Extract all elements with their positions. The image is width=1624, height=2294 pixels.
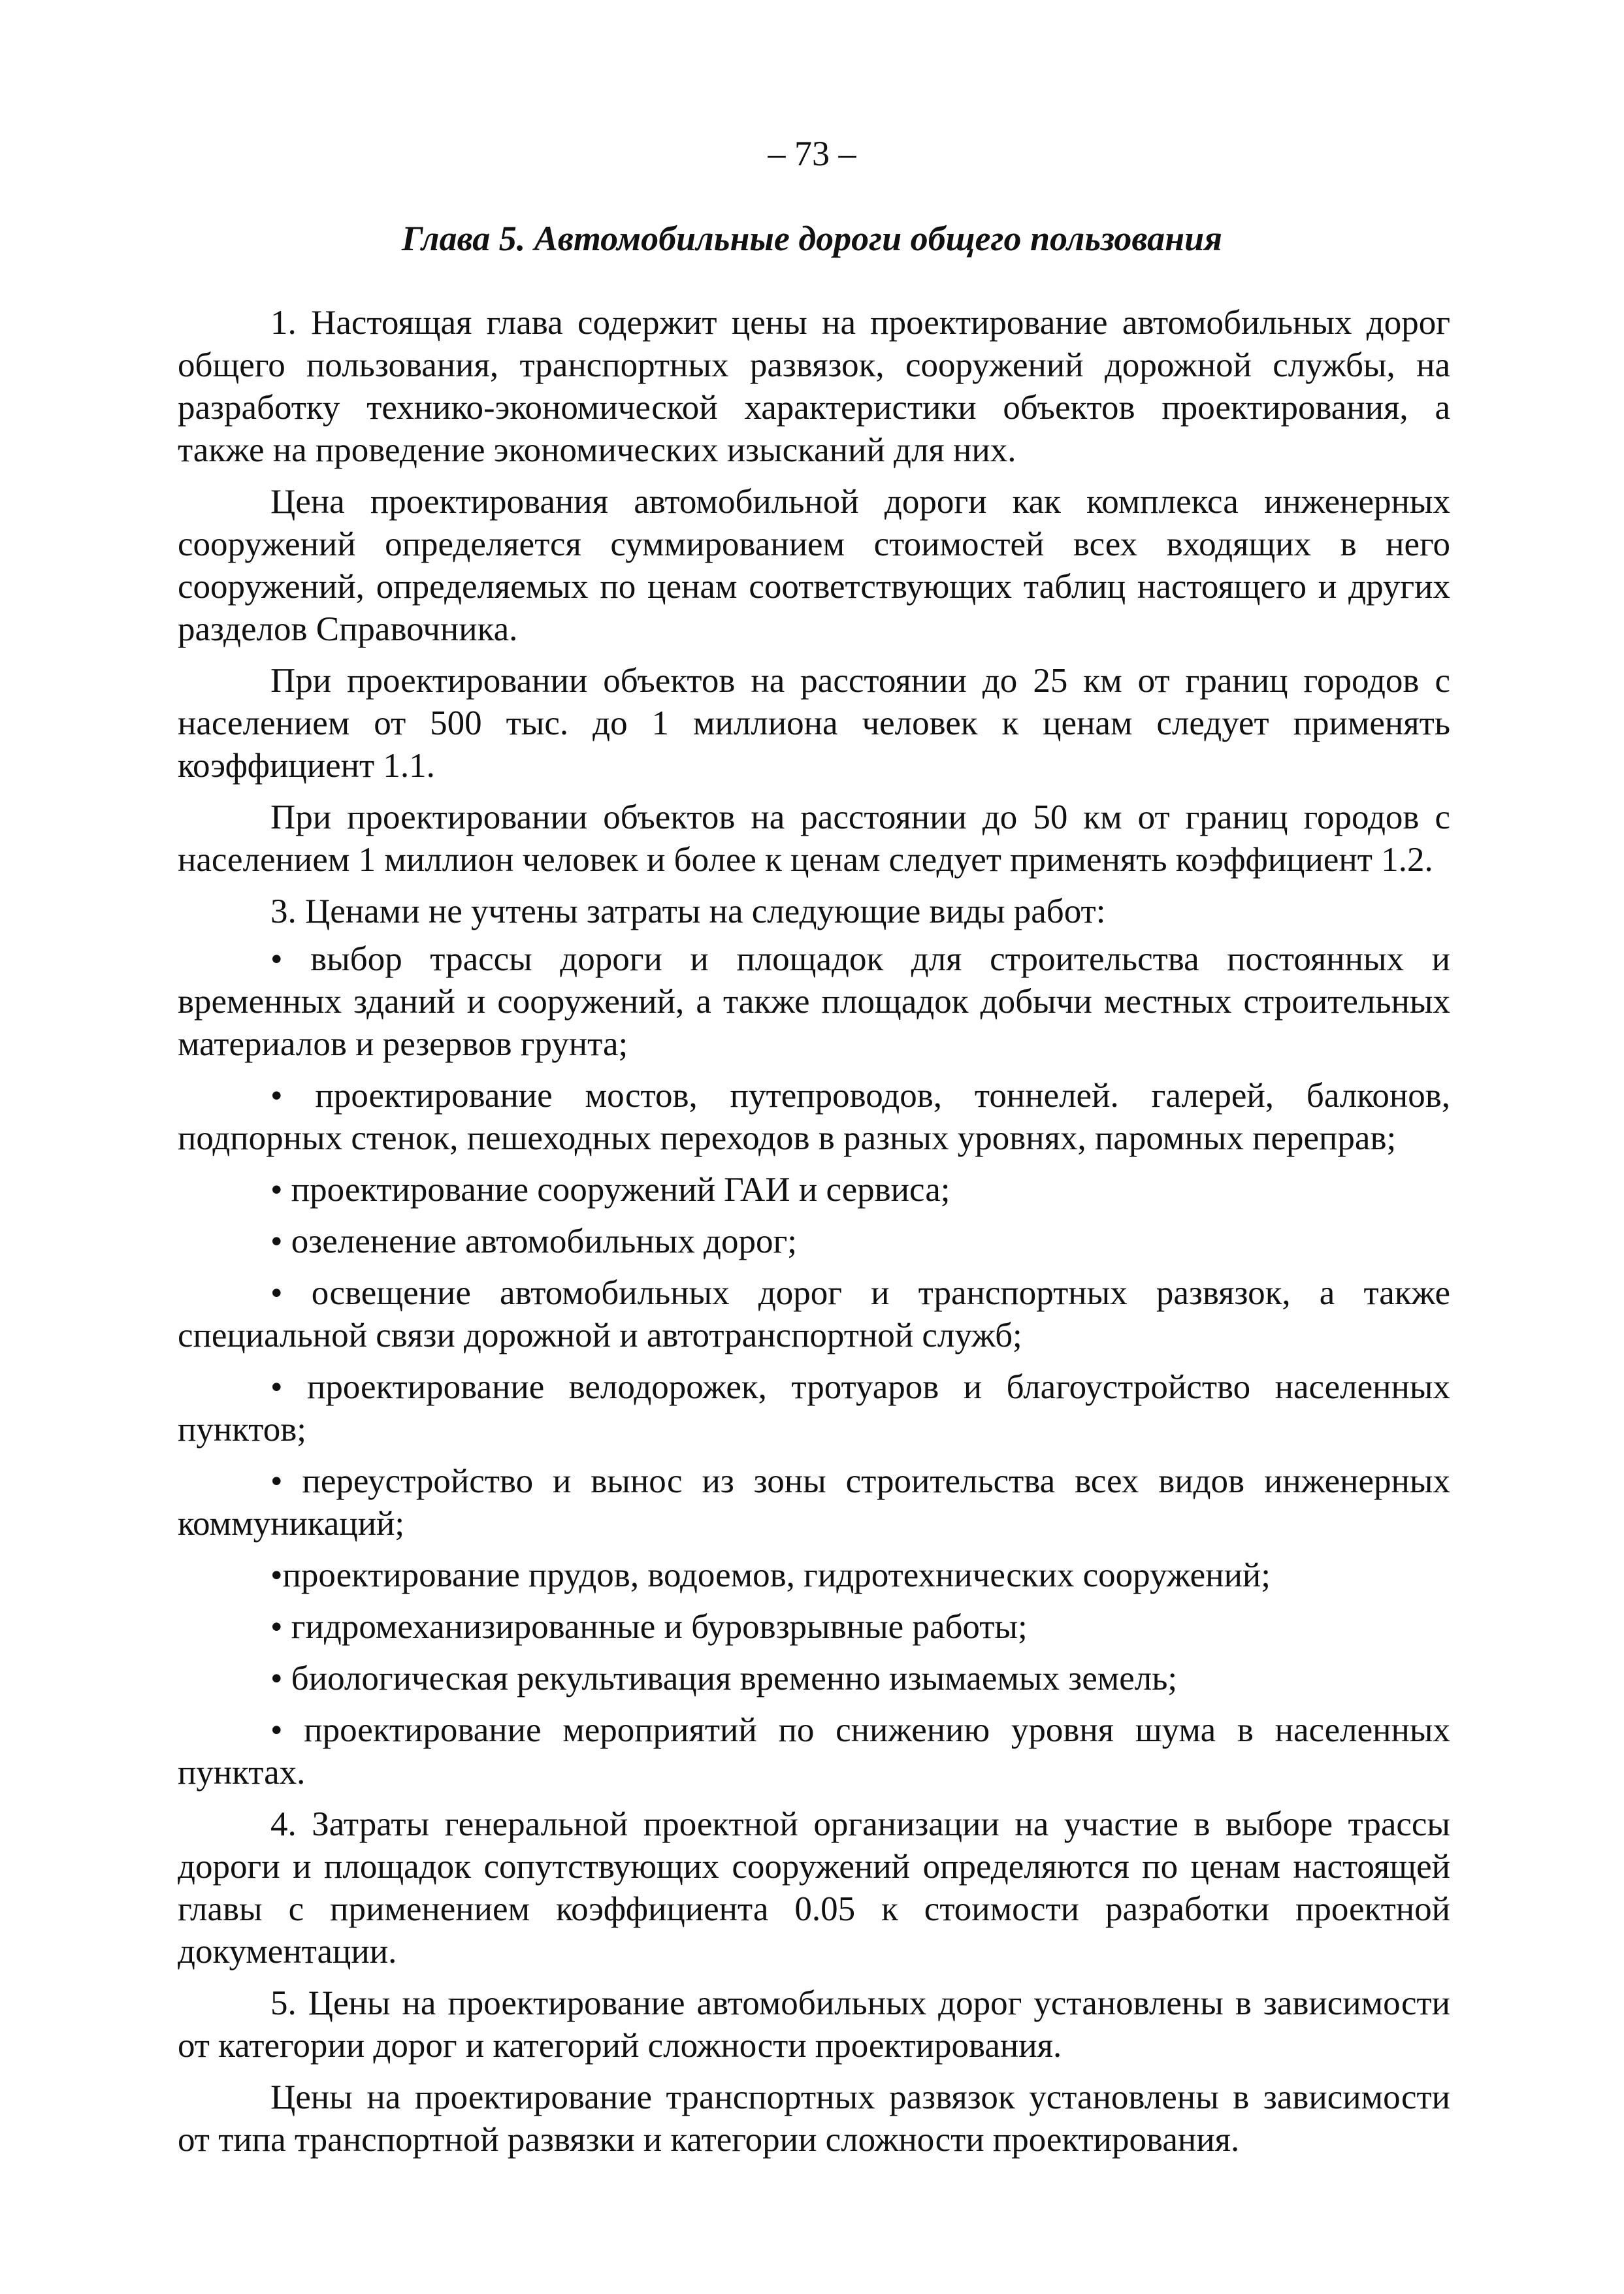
- paragraph-2: Цена проектирования автомобильной дороги как комплекса инженерных сооружений определяется суммированием стоимостей всех входящих в него сооружений, определяемых по ценам соответствующих таблиц настоящего и других разделов Справочника.: [178, 483, 1450, 648]
- list-item: • озеленение автомобильных дорог;: [270, 1222, 797, 1260]
- list-item: • переустройство и вынос из зоны строительства всех видов инженерных коммуникаций;: [178, 1462, 1450, 1543]
- list-item: • проектирование мостов, путепроводов, тоннелей. галерей, балконов, подпорных стенок, пешеходных переходов в разных уровнях, паромных переправ;: [178, 1077, 1450, 1157]
- list-item: • проектирование мероприятий по снижению уровня шума в населенных пунктах.: [178, 1711, 1450, 1792]
- paragraph-1: 1. Настоящая глава содержит цены на проектирование автомобильных дорог общего пользования, транспортных развязок, сооружений дорожной службы, на разработку технико-экономической характеристики объектов проектирования, а также на проведение экономических изысканий для них.: [178, 304, 1450, 469]
- list-item: • освещение автомобильных дорог и транспортных развязок, а также специальной связи дорожной и автотранспортной служб;: [178, 1274, 1450, 1354]
- list-item: • биологическая рекультивация временно изымаемых земель;: [270, 1660, 1178, 1697]
- paragraph-3: При проектировании объектов на расстоянии до 25 км от границ городов с населением от 500 тыс. до 1 миллиона человек к ценам следует применять коэффициент 1.1.: [178, 662, 1450, 785]
- document-body: [178, 302, 1450, 2161]
- paragraph-8: Цены на проектирование транспортных развязок установлены в зависимости от типа транспортной развязки и категории сложности проектирования.: [178, 2078, 1450, 2159]
- paragraph-6: 4. Затраты генеральной проектной организации на участие в выборе трассы дороги и площадок сопутствующих сооружений определяются по ценам настоящей главы с применением коэффициента 0.05 к стоимости разработки проектной документации.: [178, 1805, 1450, 1971]
- paragraph-4: При проектировании объектов на расстоянии до 50 км от границ городов с населением 1 миллион человек и более к ценам следует применять коэффициент 1.2.: [178, 798, 1450, 879]
- list-item: • гидромеханизированные и буровзрывные работы;: [270, 1608, 1028, 1646]
- paragraph-7: 5. Цены на проектирование автомобильных дорог установлены в зависимости от категории дорог и категорий сложности проектирования.: [178, 1984, 1450, 2065]
- list-item: •проектирование прудов, водоемов, гидротехнических сооружений;: [270, 1556, 1271, 1594]
- page-number: – 73 –: [768, 134, 856, 173]
- list-item: • выбор трассы дороги и площадок для строительства постоянных и временных зданий и сооружений, а также площадок добычи местных строительных материалов и резервов грунта;: [178, 940, 1450, 1063]
- chapter-title: Глава 5. Автомобильные дороги общего пользования: [402, 219, 1222, 258]
- paragraph-5: 3. Ценами не учтены затраты на следующие виды работ:: [270, 893, 1106, 930]
- list-item: • проектирование сооружений ГАИ и сервиса;: [270, 1171, 950, 1209]
- list-item: • проектирование велодорожек, тротуаров и благоустройство населенных пунктов;: [178, 1368, 1450, 1449]
